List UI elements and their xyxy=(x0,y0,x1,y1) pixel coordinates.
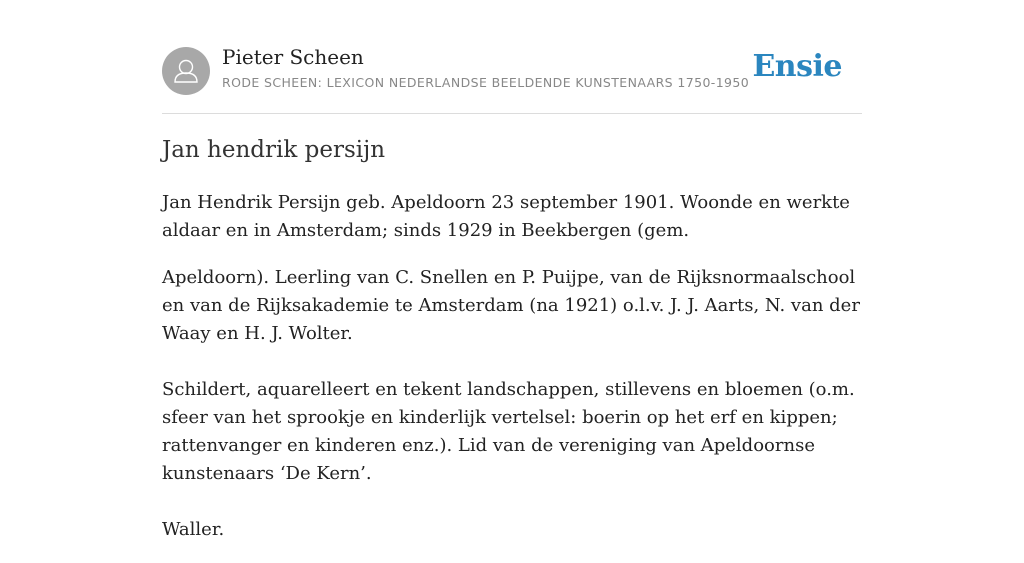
paragraph-4: Waller. xyxy=(162,519,225,540)
article-title: Jan hendrik persijn xyxy=(162,137,386,163)
source-link[interactable]: RODE SCHEEN: LEXICON NEDERLANDSE BEELDENDE KUNSTENAARS 1750-1950 xyxy=(222,75,750,90)
article-body xyxy=(162,189,882,563)
paragraph-1: Jan Hendrik Persijn geb. Apeldoorn 23 september 1901. Woonde en werkte aldaar en in Amsterdam; sinds 1929 in Beekbergen (gem. xyxy=(162,192,850,241)
user-silhouette-icon xyxy=(162,47,210,95)
paragraph-3: Schildert, aquarelleert en tekent landschappen, stillevens en bloemen (o.m. sfeer van het sprookje en kinderlijk vertelsel: boerin op het erf en kippen; rattenvanger en kinderen enz.). Lid van de vereniging van Apeldoornse kunstenaars ‘De Kern’. xyxy=(162,379,855,484)
article-card xyxy=(162,0,862,540)
author-avatar[interactable] xyxy=(162,47,210,95)
paragraph-2: Apeldoorn). Leerling van C. Snellen en P. Puijpe, van de Rijksnormaalschool en van de Rijksakademie te Amsterdam (na 1921) o.l.v. J. J. Aarts, N. van der Waay en H. J. Wolter. xyxy=(162,267,860,344)
article-header xyxy=(162,0,862,114)
brand-logo[interactable]: Ensie xyxy=(752,49,842,84)
author-name[interactable]: Pieter Scheen xyxy=(222,45,364,69)
